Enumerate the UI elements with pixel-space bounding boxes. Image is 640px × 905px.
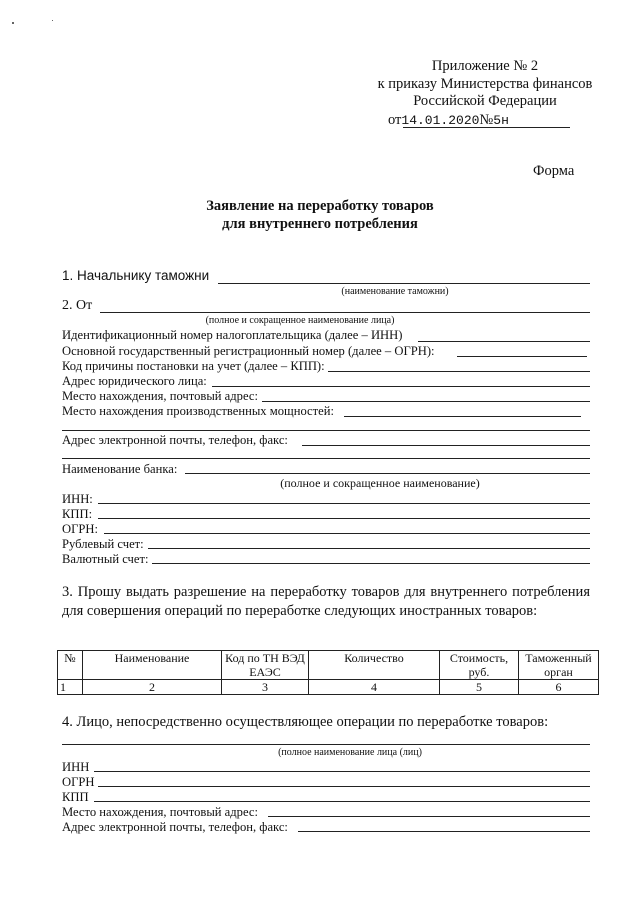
scan-speck: [12, 22, 14, 24]
header-hs-code: Код по ТН ВЭД ЕАЭС: [222, 651, 309, 680]
bank-inn-field[interactable]: [98, 503, 590, 504]
processor-kpp-label: КПП: [62, 790, 89, 804]
processor-ogrn-label: ОГРН: [62, 775, 95, 789]
kpp-field[interactable]: [328, 371, 590, 372]
ogrn-field[interactable]: [457, 356, 587, 357]
appendix-line-1: Приложение № 2: [431, 58, 539, 74]
table-cell: 6: [519, 680, 599, 695]
bank-name-field[interactable]: [185, 473, 590, 474]
currency-account-field[interactable]: [152, 563, 590, 564]
kpp-label: Код причины постановки на учет (далее – КПП):: [62, 359, 325, 373]
legal-address-label: Адрес юридического лица:: [62, 374, 207, 388]
form-label: Форма: [533, 163, 575, 179]
postal-address-label: Место нахождения, почтовый адрес:: [62, 389, 258, 403]
processor-ogrn-field[interactable]: [98, 786, 590, 787]
contacts-label: Адрес электронной почты, телефон, факс:: [62, 433, 288, 447]
date-prefix: от: [388, 112, 402, 128]
bank-ogrn-label: ОГРН:: [62, 522, 98, 536]
header-number: №: [58, 651, 83, 680]
table-cell: 1: [58, 680, 83, 695]
date-value: 14.01.2020: [401, 113, 480, 128]
processor-name-field[interactable]: [62, 744, 590, 745]
legal-address-field[interactable]: [212, 386, 590, 387]
bank-kpp-label: КПП:: [62, 507, 93, 521]
processor-name-caption: (полное наименование лица (лиц): [278, 747, 422, 758]
postal-address-field[interactable]: [262, 401, 590, 402]
customs-name-caption: (наименование таможни): [341, 286, 449, 297]
header-name: Наименование: [83, 651, 222, 680]
appendix-line-2: к приказу Министерства финансов: [377, 76, 593, 92]
processor-kpp-field[interactable]: [94, 801, 590, 802]
processor-inn-label: ИНН: [62, 760, 90, 774]
header-customs: Таможенный орган: [519, 651, 599, 680]
date-underline: [403, 127, 570, 128]
goods-table: [57, 650, 599, 695]
bank-name-caption: (полное и сокращенное наименование): [280, 476, 480, 490]
rub-account-field[interactable]: [148, 548, 590, 549]
production-address-field[interactable]: [344, 416, 581, 417]
currency-account-label: Валютный счет:: [62, 552, 149, 566]
processor-contacts-label: Адрес электронной почты, телефон, факс:: [62, 820, 288, 834]
bank-kpp-field[interactable]: [98, 518, 590, 519]
ogrn-label: Основной государственный регистрационный номер (далее – ОГРН):: [62, 344, 435, 358]
inn-field[interactable]: [418, 341, 590, 342]
contacts-extra-line[interactable]: [62, 458, 590, 459]
table-cell: 5: [440, 680, 519, 695]
processor-postal-label: Место нахождения, почтовый адрес:: [62, 805, 258, 819]
table-number-row: [58, 680, 599, 695]
appendix-line-3: Российской Федерации: [413, 93, 557, 109]
processor-inn-field[interactable]: [94, 771, 590, 772]
section-4-text: 4. Лицо, непосредственно осуществляющее операции по переработке товаров:: [62, 714, 549, 730]
bank-inn-label: ИНН:: [62, 492, 93, 506]
production-address-label: Место нахождения производственных мощностей:: [62, 404, 334, 418]
rub-account-label: Рублевый счет:: [62, 537, 144, 551]
document-title-line-2: для внутреннего потребления: [222, 216, 418, 232]
document-title-line-1: Заявление на переработку товаров: [206, 198, 434, 214]
inn-label: Идентификационный номер налогоплательщика (далее – ИНН): [62, 328, 403, 342]
contacts-field[interactable]: [302, 445, 590, 446]
section-3-text: 3. Прошу выдать разрешение на переработку товаров для внутреннего потребления для совершения операций по переработке следующих иностранных товаров:: [62, 584, 590, 619]
table-cell: 4: [309, 680, 440, 695]
number-value: 5н: [493, 113, 509, 128]
header-quantity: Количество: [309, 651, 440, 680]
processor-contacts-field[interactable]: [298, 831, 590, 832]
table-cell: 2: [83, 680, 222, 695]
applicant-name-field[interactable]: [100, 312, 590, 313]
production-address-extra-line[interactable]: [62, 430, 590, 431]
section-2-label: 2. От: [62, 298, 93, 313]
section-1-label: 1. Начальнику таможни: [62, 268, 210, 283]
scan-speck: [52, 20, 53, 21]
table-cell: 3: [222, 680, 309, 695]
applicant-name-caption: (полное и сокращенное наименование лица): [205, 315, 395, 326]
customs-name-field[interactable]: [218, 283, 590, 284]
processor-postal-field[interactable]: [268, 816, 590, 817]
header-value: Стоимость, руб.: [440, 651, 519, 680]
bank-ogrn-field[interactable]: [104, 533, 590, 534]
table-header-row: [58, 651, 599, 680]
number-prefix: №: [479, 112, 494, 128]
bank-label: Наименование банка:: [62, 462, 178, 476]
